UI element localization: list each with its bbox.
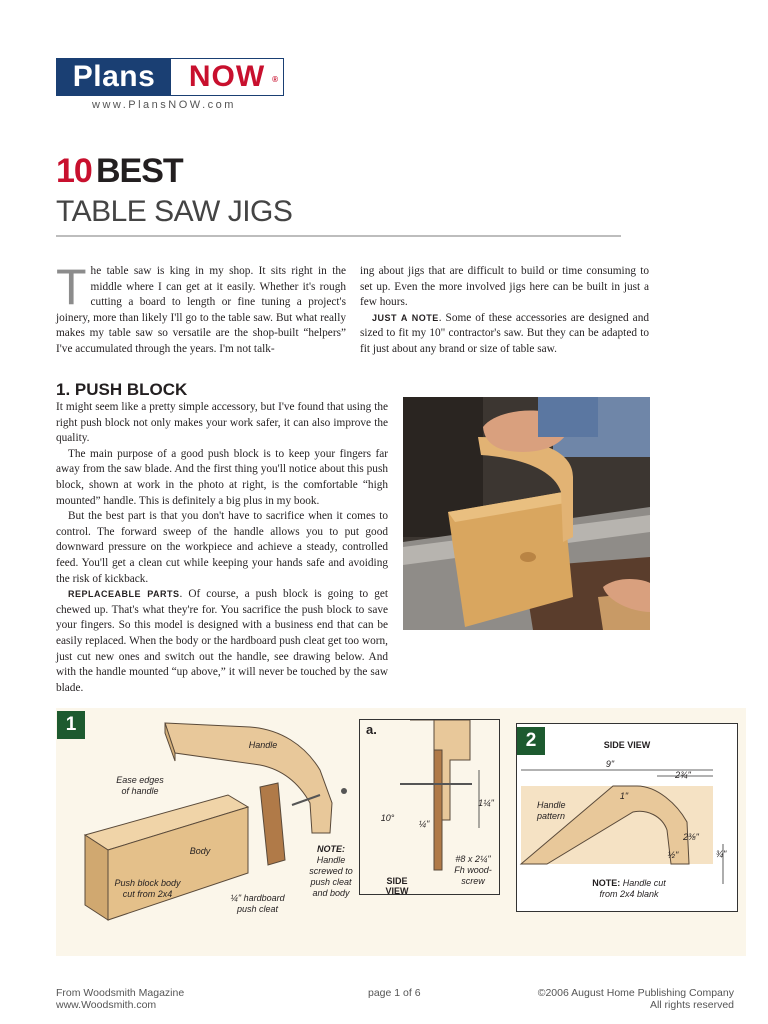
footer-website: www.Woodsmith.com (56, 999, 157, 1011)
intro-text-2a: ing about jigs that are difficult to build or time consuming to set up. Even the more involved jigs here can be built in just a few hours. (360, 265, 649, 309)
label-push-block-body: Push block body cut from 2x4 (114, 878, 181, 899)
intro-text-2b: . Some of these accessories are designed and sized to fit my 10" contractor's saw. But they can be adapted to fit just about any brand or size of table saw. (360, 311, 649, 355)
note-text: Handle screwed to push cleat and body (309, 855, 353, 898)
intro-column-1 (56, 259, 346, 358)
plansnow-logo (56, 58, 284, 96)
footer-magazine: From Woodsmith Magazine (56, 987, 185, 999)
footer-left (56, 987, 184, 1011)
title-subtitle: TABLE SAW JIGS (56, 195, 293, 228)
note-handle-screwed (298, 844, 364, 899)
push-block-photo (403, 397, 650, 630)
footer-rights: All rights reserved (649, 999, 734, 1011)
section-heading-push-block: 1. PUSH BLOCK (56, 380, 188, 399)
label-handle-pattern: Handle pattern (537, 800, 566, 821)
label-half-inch: ½" (667, 850, 679, 860)
drop-cap: T (56, 259, 87, 315)
note-label: NOTE: (317, 844, 345, 854)
intro-text-1: he table saw is king in my shop. It sits right in the middle where I can get at it easily. Whether it's rough cutting a board to length or fine tuning a project's joinery, more than likely I'll go to the table saw. But what really makes my table saw so versatile are the shop-built “helpers” I've accumulated through the years. I'm not talk- (56, 265, 346, 355)
label-9-inch: 9" (605, 759, 615, 769)
title-best: BEST (96, 152, 183, 190)
label-1-inch: 1" (619, 791, 629, 801)
label-2-3-8: 2⅜" (683, 832, 699, 842)
logo-now-word: NOW (188, 60, 266, 93)
label-side-view: SIDE VIEW (385, 876, 409, 896)
label-wood-screw: #8 x 2¼" Fh wood- screw (454, 854, 492, 886)
label-body: Body (189, 846, 211, 856)
label-10-deg: 10° (380, 813, 395, 823)
label-2-3-4: 2¾" (675, 770, 691, 780)
label-3-4: ¾" (715, 849, 727, 859)
note-handle-cut (569, 878, 689, 900)
lead-in-replaceable-parts: REPLACEABLE PARTS (68, 589, 180, 600)
figure-2-badge: 2 (517, 727, 545, 755)
footer-page-number: page 1 of 6 (368, 987, 421, 999)
section1-body (56, 400, 388, 696)
label-handle: Handle (248, 740, 278, 750)
label-hardboard-cleat: ¼" hardboard push cleat (230, 893, 285, 914)
side-view-label: SIDE VIEW (603, 740, 651, 750)
logo-plans-text: Plans (57, 59, 171, 95)
detail-a-panel (359, 719, 500, 895)
registered-mark: ® (272, 75, 279, 84)
footer-right (538, 987, 734, 1011)
logo-now-text (171, 59, 283, 95)
intro-column-2 (360, 264, 649, 358)
figure-1-badge: 1 (57, 711, 85, 739)
lead-in-just-a-note: JUST A NOTE (372, 312, 439, 323)
section1-para-4: . Of course, a push block is going to get chewed up. That's what they're for. You sacrifice the push block to save your fingers. So this model is designed with a business end that can be easily replaced. When the body or the hardboard push cleat get too worn, just cut new ones and switch out the handle, see drawing below. And with the handle mounted “up above,” it will never be touched by the saw blade. (56, 588, 388, 694)
section1-para-3: But the best part is that you don't have to sacrifice when it comes to control. The forward sweep of the handle allows you to put good downward pressure on the workpiece and achieve a steady, controlled feed. You'll get a clean cut while keeping your hands safe and avoiding the risk of kickback. (56, 510, 388, 585)
note2-label: NOTE: (592, 878, 621, 888)
title-number: 10 (56, 152, 92, 190)
note2-text: Handle cut from 2x4 blank (599, 878, 666, 899)
logo-url: www.PlansNOW.com (92, 99, 236, 111)
section1-para-2: The main purpose of a good push block is to keep your fingers far away from the saw blade. And the first thing you'll notice about this push block, shown at work in the photo at right, is the comfortable “high mounted” handle. This is definitely a big plus in my book. (56, 447, 388, 507)
footer-copyright: ©2006 August Home Publishing Company (537, 987, 734, 999)
label-1-1-4: 1¼" (478, 798, 494, 808)
title-rule (56, 235, 621, 237)
label-ease-edges: Ease edges of handle (116, 775, 164, 796)
label-quarter-inch: ¼" (418, 819, 430, 829)
figure-2-panel (516, 723, 738, 912)
detail-a-letter: a. (366, 722, 377, 737)
section1-para-1: It might seem like a pretty simple accessory, but I've found that using the right push block not only makes your work safer, it can also improve the quality. (56, 401, 388, 445)
